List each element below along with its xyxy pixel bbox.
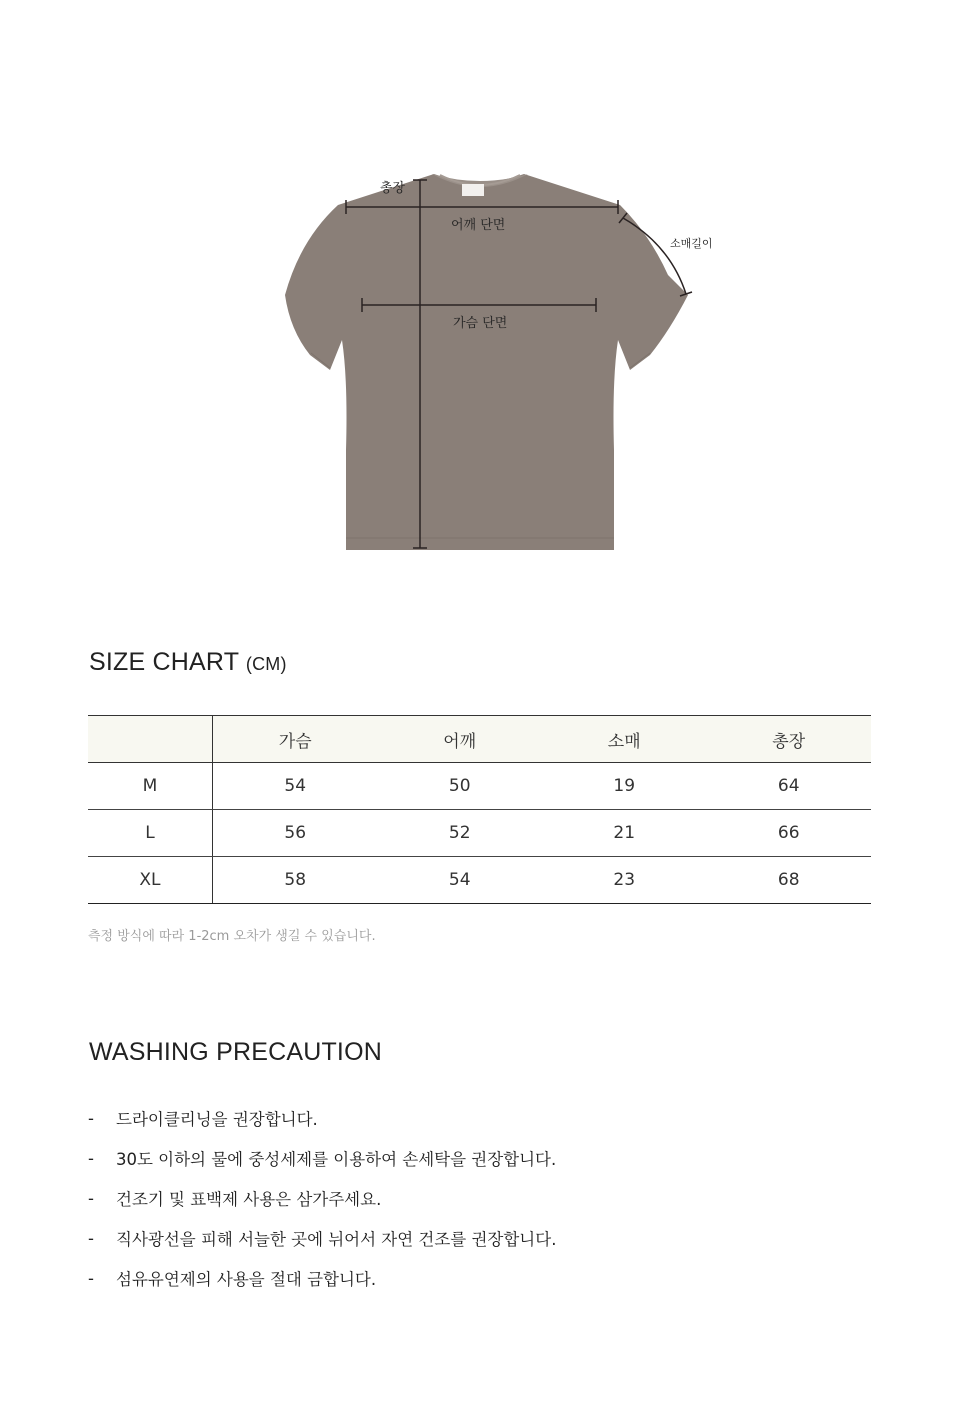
size-cell: M xyxy=(88,763,212,810)
dash-bullet: - xyxy=(88,1268,94,1288)
value-cell: 54 xyxy=(212,763,377,810)
size-table xyxy=(88,715,871,904)
list-item xyxy=(88,1178,556,1218)
tshirt-illustration xyxy=(0,150,960,570)
list-item xyxy=(88,1098,556,1138)
dash-bullet: - xyxy=(88,1108,94,1128)
list-item-text: 직사광선을 피해 서늘한 곳에 뉘어서 자연 건조를 권장합니다. xyxy=(116,1230,557,1249)
label-chest: 가슴 단면 xyxy=(453,316,508,331)
neck-label xyxy=(462,184,484,196)
label-sleeve: 소매길이 xyxy=(670,237,713,250)
size-cell: L xyxy=(88,810,212,857)
value-cell: 50 xyxy=(377,763,541,810)
header-size xyxy=(88,716,212,763)
dash-bullet: - xyxy=(88,1188,94,1208)
list-item-text: 섬유유연제의 사용을 절대 금합니다. xyxy=(116,1270,377,1289)
value-cell: 52 xyxy=(377,810,541,857)
header-sleeve: 소매 xyxy=(542,716,706,763)
value-cell: 66 xyxy=(706,810,871,857)
size-cell: XL xyxy=(88,857,212,904)
size-chart-title xyxy=(89,648,287,677)
measurement-note: 측정 방식에 따라 1-2cm 오차가 생길 수 있습니다. xyxy=(88,929,376,944)
washing-title: WASHING PRECAUTION xyxy=(89,1038,382,1066)
size-chart-unit: (CM) xyxy=(245,654,287,674)
label-total-length: 총장 xyxy=(380,181,406,196)
header-shoulder: 어깨 xyxy=(377,716,541,763)
table-row xyxy=(88,857,871,904)
value-cell: 21 xyxy=(542,810,706,857)
list-item-text: 드라이클리닝을 권장합니다. xyxy=(116,1110,318,1129)
value-cell: 64 xyxy=(706,763,871,810)
value-cell: 68 xyxy=(706,857,871,904)
list-item xyxy=(88,1218,556,1258)
table-header-row xyxy=(88,716,871,763)
list-item xyxy=(88,1138,556,1178)
table-row xyxy=(88,810,871,857)
value-cell: 58 xyxy=(212,857,377,904)
label-shoulder: 어깨 단면 xyxy=(451,218,506,233)
dash-bullet: - xyxy=(88,1148,94,1168)
value-cell: 23 xyxy=(542,857,706,904)
value-cell: 54 xyxy=(377,857,541,904)
size-chart-title-text: SIZE CHART xyxy=(89,648,239,676)
dash-bullet: - xyxy=(88,1228,94,1248)
list-item-text: 건조기 및 표백제 사용은 삼가주세요. xyxy=(116,1190,382,1209)
header-length: 총장 xyxy=(706,716,871,763)
value-cell: 19 xyxy=(542,763,706,810)
list-item-text: 30도 이하의 물에 중성세제를 이용하여 손세탁을 권장합니다. xyxy=(116,1150,557,1169)
measurement-diagram xyxy=(0,150,960,570)
value-cell: 56 xyxy=(212,810,377,857)
header-chest: 가슴 xyxy=(212,716,377,763)
table-row xyxy=(88,763,871,810)
list-item xyxy=(88,1258,556,1298)
washing-list xyxy=(88,1098,556,1298)
